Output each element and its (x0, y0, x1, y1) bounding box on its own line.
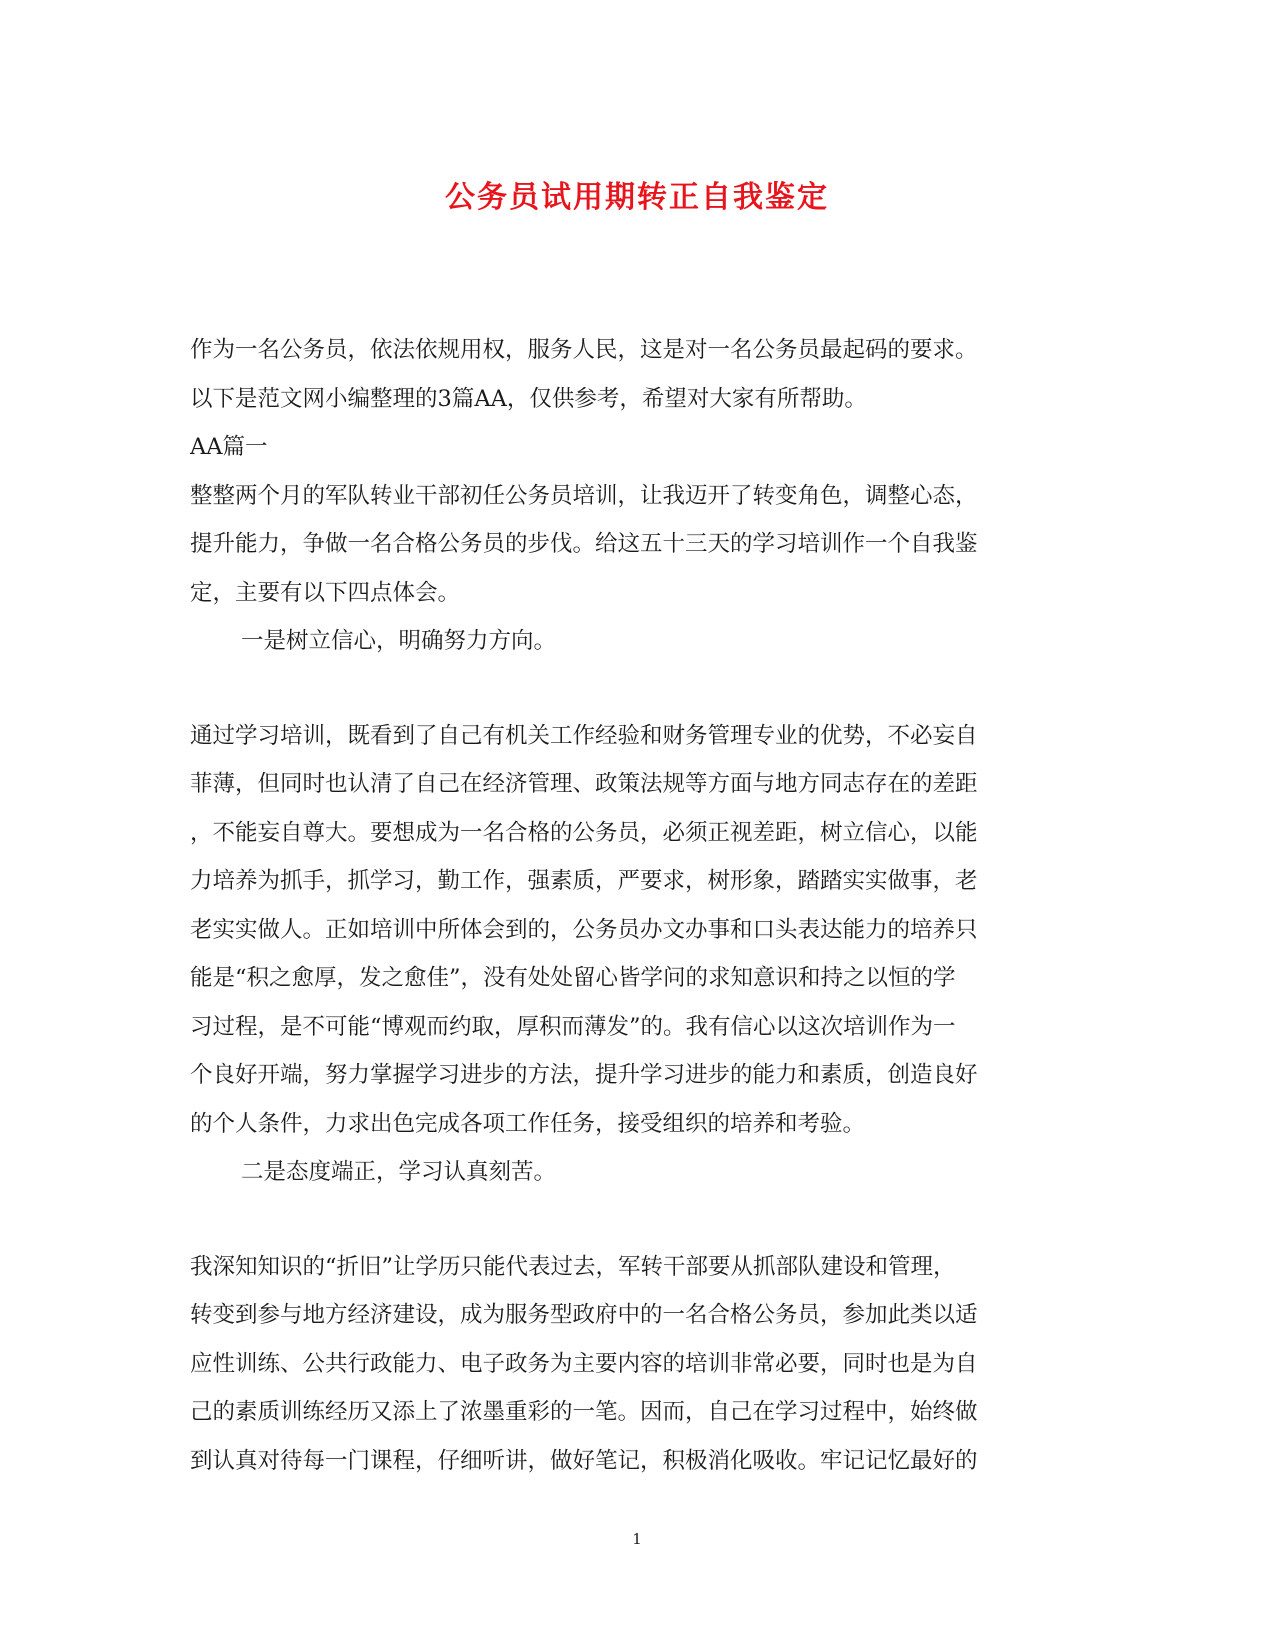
document-body (190, 326, 1070, 1485)
text-line: 应性训练、公共行政能力、电子政务为主要内容的培训非常必要，同时也是为自 (190, 1350, 978, 1377)
text-line: 作为一名公务员，依法依规用权，服务人民，这是对一名公务员最起码的要求。 (190, 337, 978, 363)
text-line: 的个人条件，力求出色完成各项工作任务，接受组织的培养和考验。 (190, 1110, 866, 1137)
text-line: 菲薄，但同时也认清了自己在经济管理、政策法规等方面与地方同志存在的差距 (190, 771, 978, 797)
text-line: 转变到参与地方经济建设，成为服务型政府中的一名合格公务员，参加此类以适 (190, 1302, 978, 1328)
point-heading: 二是态度端正，学习认真刻苦。 (241, 1159, 557, 1185)
text-line: 力培养为抓手，抓学习，勤工作，强素质，严要求，树形象，踏踏实实做事，老 (190, 868, 978, 894)
point-heading: 一是树立信心，明确努力方向。 (241, 628, 557, 654)
text-line: 习过程，是不可能“博观而约取，厚积而薄发”的。我有信心以这次培训作为一 (190, 1013, 956, 1040)
paragraph-gap (190, 666, 1070, 712)
text-line: 提升能力，争做一名合格公务员的步伐。给这五十三天的学习培训作一个自我鉴 (190, 531, 978, 557)
text-line: ，不能妄自尊大。要想成为一名合格的公务员，必须正视差距，树立信心，以能 (190, 819, 978, 846)
text-line: 己的素质训练经历又添上了浓墨重彩的一笔。因而，自己在学习过程中，始终做 (190, 1399, 978, 1425)
text-line: 我深知知识的“折旧”让学历只能代表过去，军转干部要从抓部队建设和管理， (190, 1253, 956, 1280)
document-title: 公务员试用期转正自我鉴定 (445, 180, 829, 215)
text-line: 通过学习培训，既看到了自己有机关工作经验和财务管理专业的优势，不必妄自 (190, 722, 978, 749)
text-line: 以下是范文网小编整理的3篇AA，仅供参考，希望对大家有所帮助。 (190, 385, 867, 412)
text-line: 到认真对待每一门课程，仔细听讲，做好笔记，积极消化吸收。牢记记忆最好的 (190, 1447, 978, 1474)
text-line: 个良好开端，努力掌握学习进步的方法，提升学习进步的能力和素质，创造良好 (190, 1062, 978, 1088)
text-line: 能是“积之愈厚，发之愈佳”，没有处处留心皆学问的求知意识和持之以恒的学 (190, 965, 956, 991)
page-number: 1 (632, 1530, 642, 1548)
text-line: 整整两个月的军队转业干部初任公务员培训，让我迈开了转变角色，调整心态， (190, 482, 978, 509)
section-label: AA篇一 (190, 434, 268, 460)
text-line: 定，主要有以下四点体会。 (190, 579, 461, 606)
text-line: 老实实做人。正如培训中所体会到的，公务员办文办事和口头表达能力的培养只 (190, 916, 978, 943)
paragraph-gap (190, 1197, 1070, 1243)
